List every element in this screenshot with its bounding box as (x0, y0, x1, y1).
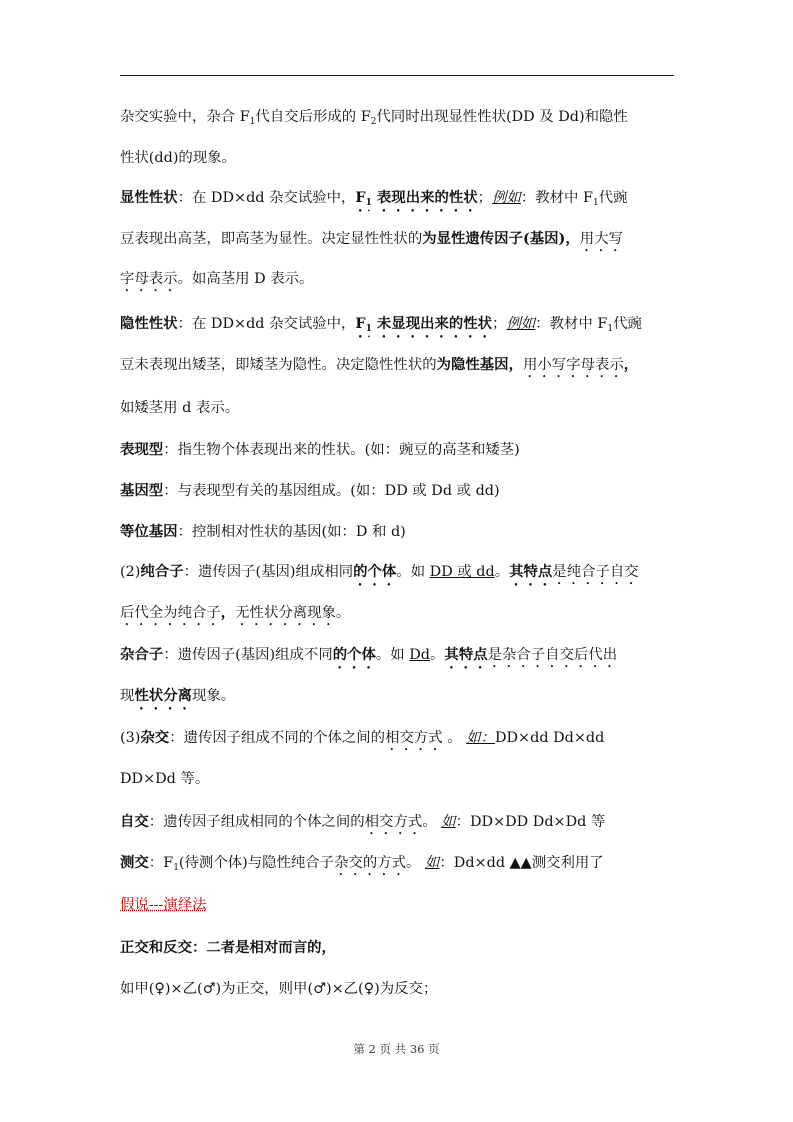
homozygote-line-2: 后代全为纯合子，无性状分离现象。 (120, 604, 351, 621)
genotype-line: 基因型：与表现型有关的基因组成。(如：DD 或 Dd 或 dd) (120, 482, 500, 499)
term-dominant-trait: 显性性状 (120, 189, 178, 206)
recessive-trait-line-2: 豆未表现出矮茎，即矮茎为隐性。决定隐性性状的为隐性基因，用小写字母表示， (120, 356, 639, 373)
heterozygote-line-1: 杂合子：遗传因子(基因)组成不同的个体。如 Dd。其特点是杂合子自交后代出 (120, 646, 618, 663)
allele-line: 等位基因：控制相对性状的基因(如：D 和 d) (120, 523, 406, 540)
dominant-trait-line-3: 字母表示。如高茎用 D 表示。 (120, 271, 314, 287)
dominant-trait-line-2: 豆表现出高茎，即高茎为显性。决定显性性状的为显性遗传因子(基因)，用大写 (120, 230, 623, 247)
reciprocal-cross-line: 如甲(♀)×乙(♂)为正交，则甲(♂)×乙(♀)为反交； (120, 981, 438, 997)
recessive-trait-line-1: 隐性性状：在 DD×dd 杂交试验中，$F_1$ 未显现出来的性状；例如：教材中 $F_1$代豌 (120, 315, 642, 334)
cross-line-1: (3)杂交：遗传因子组成不同的个体之间的相交方式 。 如：DD×dd Dd×dd (120, 729, 605, 746)
dominant-trait-line-1: 显性性状：在 DD×dd 杂交试验中，$F_1$ 表现出来的性状；例如：教材中 $F_1$代豌 (120, 189, 628, 208)
phenotype-line: 表现型：指生物个体表现出来的性状。(如：豌豆的高茎和矮茎) (120, 441, 520, 458)
selfing-line: 自交：遗传因子组成相同的个体之间的相交方式。 如：DD×DD Dd×Dd 等 (120, 813, 606, 830)
homozygote-line-1: (2)纯合子：遗传因子(基因)组成相同的个体。如 DD 或 dd。其特点是纯合子自交 (120, 563, 639, 580)
page-footer: 第 2 页 共 36 页 (353, 1042, 440, 1056)
header-rule (120, 75, 674, 76)
cross-line-2: DD×Dd 等。 (120, 771, 210, 787)
reciprocal-cross-heading: 正交和反交：二者是相对而言的， (120, 939, 336, 956)
recessive-trait-line-3: 如矮茎用 d 表示。 (120, 400, 240, 416)
term-recessive-trait: 隐性性状 (120, 315, 178, 332)
heterozygote-line-2: 现性状分离现象。 (120, 687, 236, 704)
paragraph-line-1: 杂交实验中，杂合 $F_1$代自交后形成的 $F_2$代同时出现显性性状(DD 及 Dd)和隐性 (120, 109, 628, 127)
paragraph-line-2: 性状(dd)的现象。 (120, 150, 236, 166)
testcross-line: 测交：$F_1$(待测个体)与隐性纯合子杂交的方式。 如：Dd×dd ▲▲测交利用了 (120, 854, 604, 873)
hypothesis-deduction-line: 假说---演绎法 (120, 897, 207, 913)
